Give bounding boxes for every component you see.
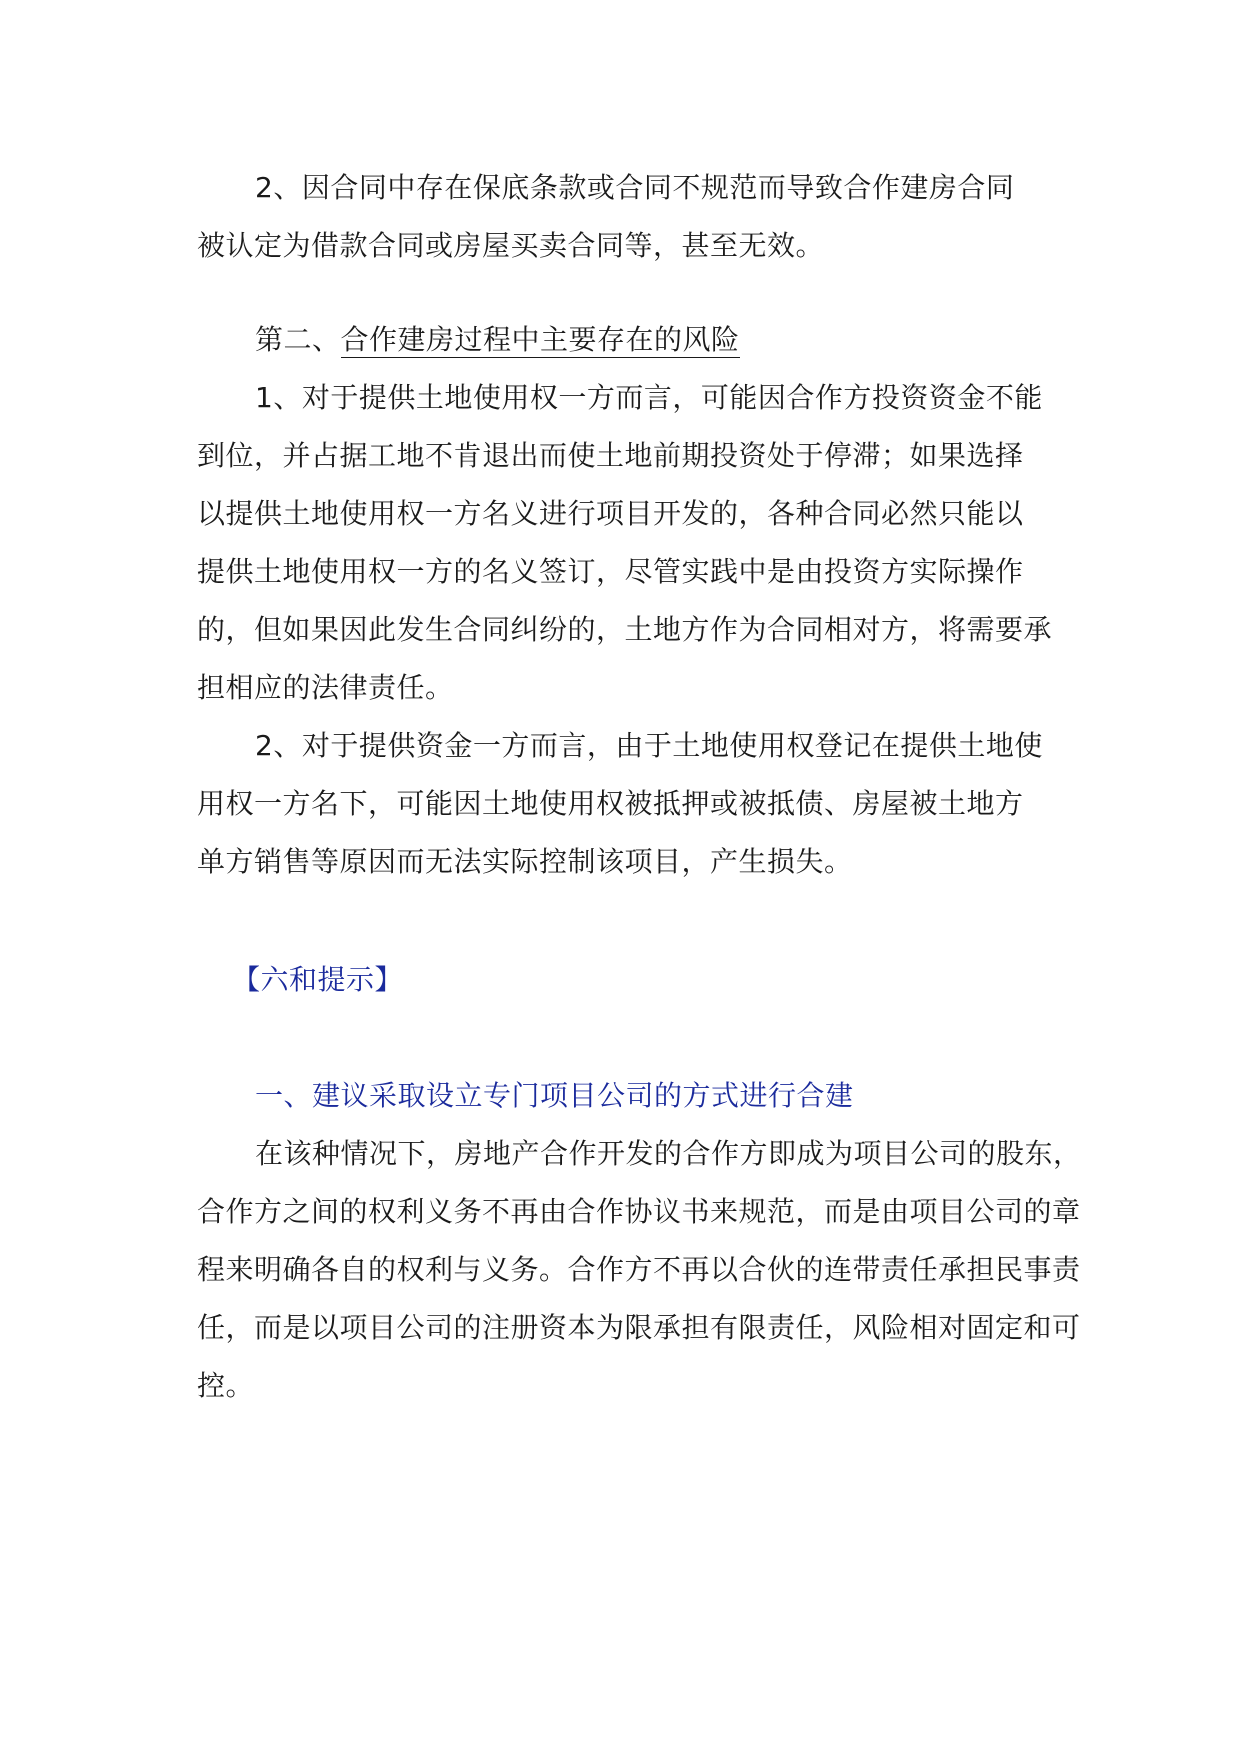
section3-heading: 一、建议采取设立专门项目公司的方式进行合建 [255,1079,854,1112]
para3-line-2: 用权一方名下，可能因土地使用权被抵押或被抵债、房屋被土地方 [197,787,1024,820]
para2-line-1: 1、对于提供土地使用权一方而言，可能因合作方投资资金不能 [255,381,1043,414]
para2-line-5: 的，但如果因此发生合同纠纷的，土地方作为合同相对方，将需要承 [197,613,1053,646]
para1-line-1: 2、因合同中存在保底条款或合同不规范而导致合作建房合同 [255,171,1015,204]
para4-line-5: 控。 [197,1369,255,1402]
para4-line-4: 任，而是以项目公司的注册资本为限承担有限责任，风险相对固定和可 [197,1311,1081,1344]
tip-label: 【六和提示】 [232,963,404,996]
para2-line-2: 到位，并占据工地不肯退出而使土地前期投资处于停滞；如果选择 [197,439,1024,472]
para1-line-2: 被认定为借款合同或房屋买卖合同等，甚至无效。 [197,229,825,262]
para3-line-3: 单方销售等原因而无法实际控制该项目，产生损失。 [197,845,853,878]
para2-line-3: 以提供土地使用权一方名义进行项目开发的，各种合同必然只能以 [197,497,1024,530]
section2-title: 合作建房过程中主要存在的风险 [340,323,740,356]
para3-line-1: 2、对于提供资金一方而言，由于土地使用权登记在提供土地使 [255,729,1043,762]
para4-line-2: 合作方之间的权利义务不再由合作协议书来规范，而是由项目公司的章 [197,1195,1081,1228]
para4-line-3: 程来明确各自的权利与义务。合作方不再以合伙的连带责任承担民事责 [197,1253,1081,1286]
para2-line-6: 担相应的法律责任。 [197,671,454,704]
section2-heading [255,320,740,360]
para4-line-1: 在该种情况下，房地产合作开发的合作方即成为项目公司的股东， [255,1137,1082,1170]
para2-line-4: 提供土地使用权一方的名义签订，尽管实践中是由投资方实际操作 [197,555,1024,588]
section2-prefix: 第二、 [255,323,341,356]
